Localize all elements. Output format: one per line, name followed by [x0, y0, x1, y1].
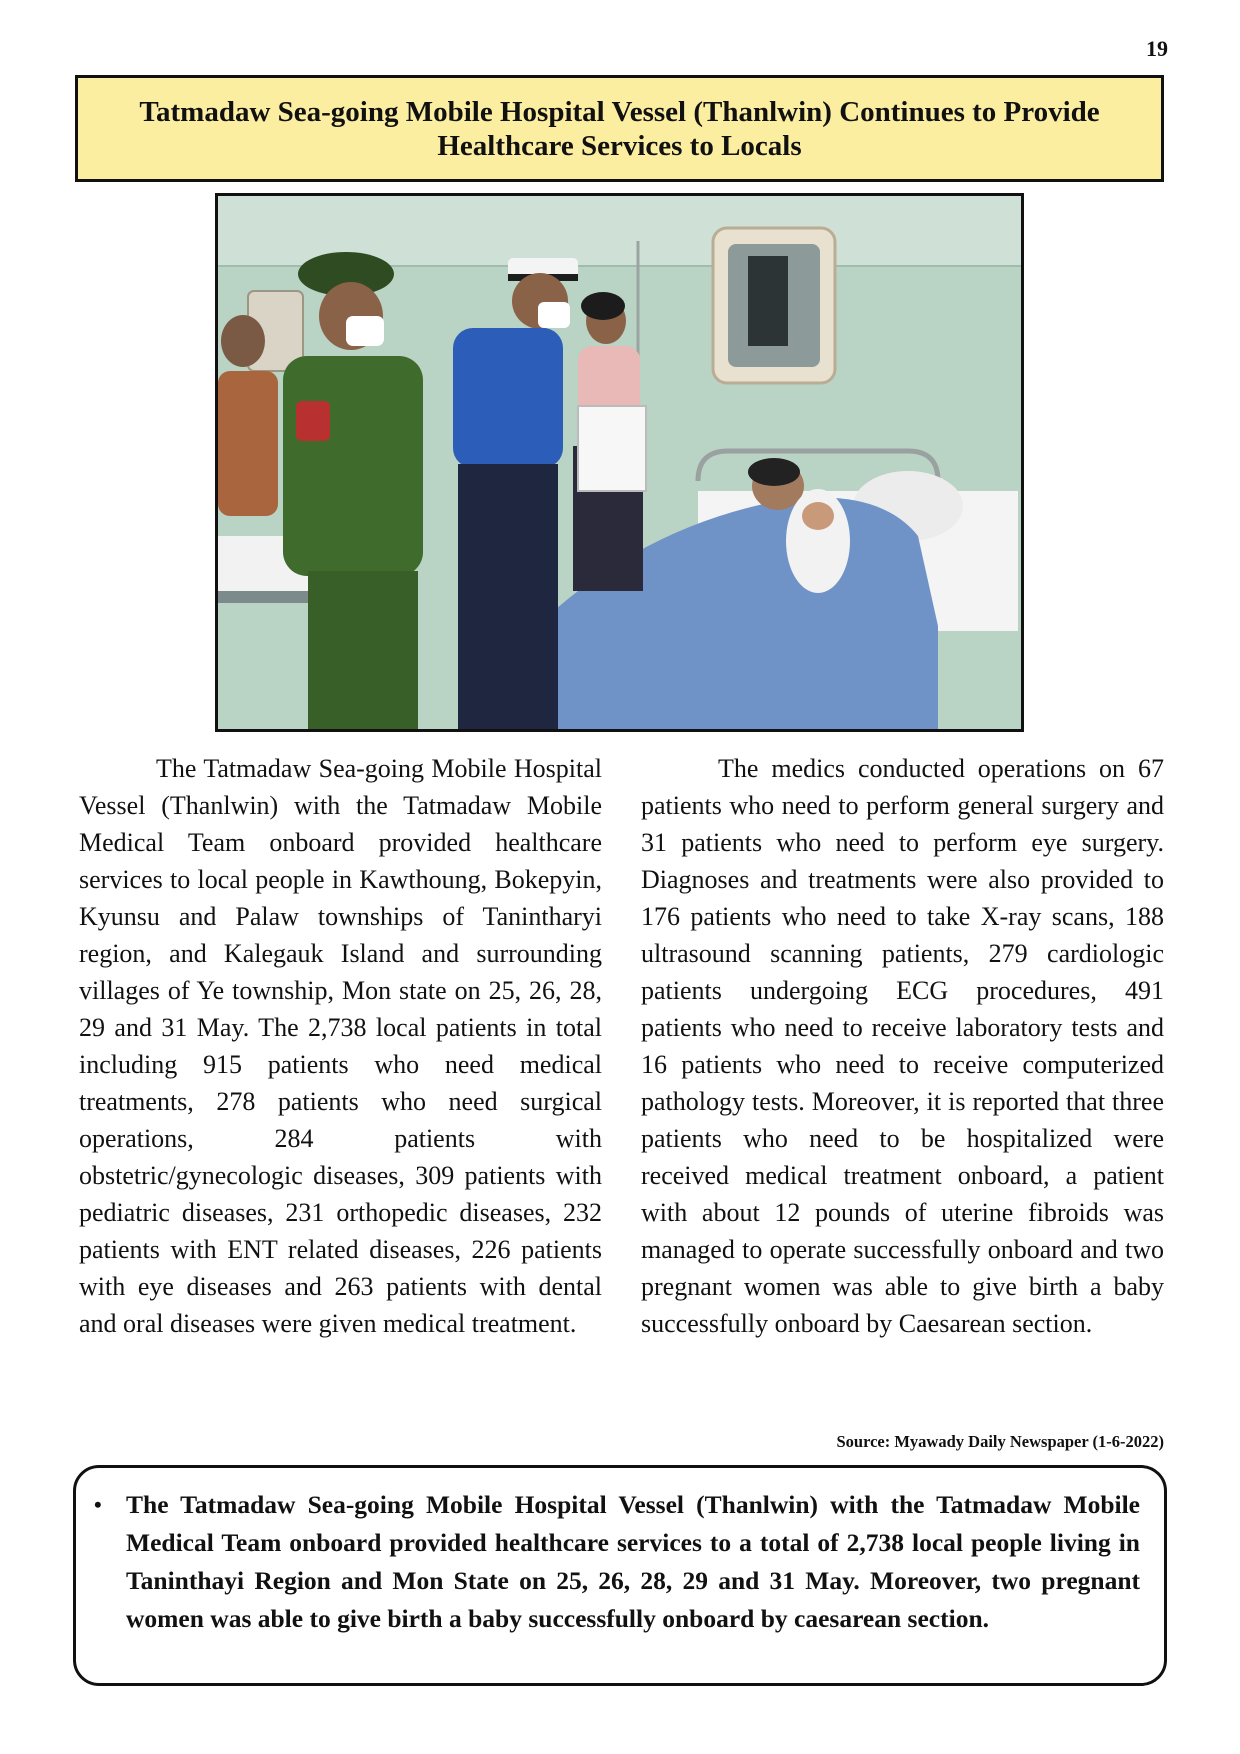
summary-item: [94, 1486, 1140, 1638]
army-officer: [283, 356, 423, 576]
page-number: 19: [1146, 36, 1168, 61]
article-column-right: [641, 750, 1164, 1342]
summary-box: [73, 1465, 1167, 1686]
source-credit: Source: Myawady Daily Newspaper (1-6-2022): [836, 1432, 1164, 1451]
news-photo: [215, 193, 1024, 732]
navy-officer: [453, 328, 563, 468]
headline-box: [75, 75, 1164, 182]
article-column-left: [79, 750, 602, 1342]
summary-text: The Tatmadaw Sea-going Mobile Hospital Vessel (Thanlwin) with the Tatmadaw Mobile Medical Team onboard provided healthcare services to a total of 2,738 local people living in Taninthayi Region and Mon State on 25, 26, 28, 29 and 31 May. Moreover, two pregnant women was able to give birth a baby successfully onboard by caesarean section.: [126, 1490, 1140, 1633]
article-paragraph: The Tatmadaw Sea-going Mobile Hospital Vessel (Thanlwin) with the Tatmadaw Mobile Medical Team onboard provided healthcare services to local people in Kawthoung, Bokepyin, Kyunsu and Palaw townships of Tanintharyi region, and Kalegauk Island and surrounding villages of Ye township, Mon state on 25, 26, 28, 29 and 31 May. The 2,738 local patients in total including 915 patients who need medical treatments, 278 patients who need surgical operations, 284 patients with obstetric/gynecologic diseases, 309 patients with pediatric diseases, 231 orthopedic diseases, 232 patients with ENT related diseases, 226 patients with eye diseases and 263 patients with dental and oral diseases were given medical treatment.: [79, 754, 602, 1338]
gift-bag: [578, 406, 646, 491]
article-paragraph: The medics conducted operations on 67 patients who need to perform general surgery and 31 patients who need to perform eye surgery. Diagnoses and treatments were also provided to 176 patients who need to take X-ray scans, 188 ultrasound scanning patients, 279 cardiologic patients undergoing ECG procedures, 491 patients who need to receive laboratory tests and 16 patients who need to receive computerized pathology tests. Moreover, it is reported that three patients who need to be hospitalized were received medical treatment onboard, a patient with about 12 pounds of uterine fibroids was managed to operate successfully onboard and two pregnant women was able to give birth a baby successfully onboard by Caesarean section.: [641, 754, 1164, 1338]
bullet-icon: •: [94, 1492, 102, 1517]
photo-illustration: [218, 196, 1021, 729]
summary-list: [94, 1486, 1140, 1638]
headline: Tatmadaw Sea-going Mobile Hospital Vessel (Thanlwin) Continues to Provide Healthcare Services to Locals: [139, 95, 1100, 162]
